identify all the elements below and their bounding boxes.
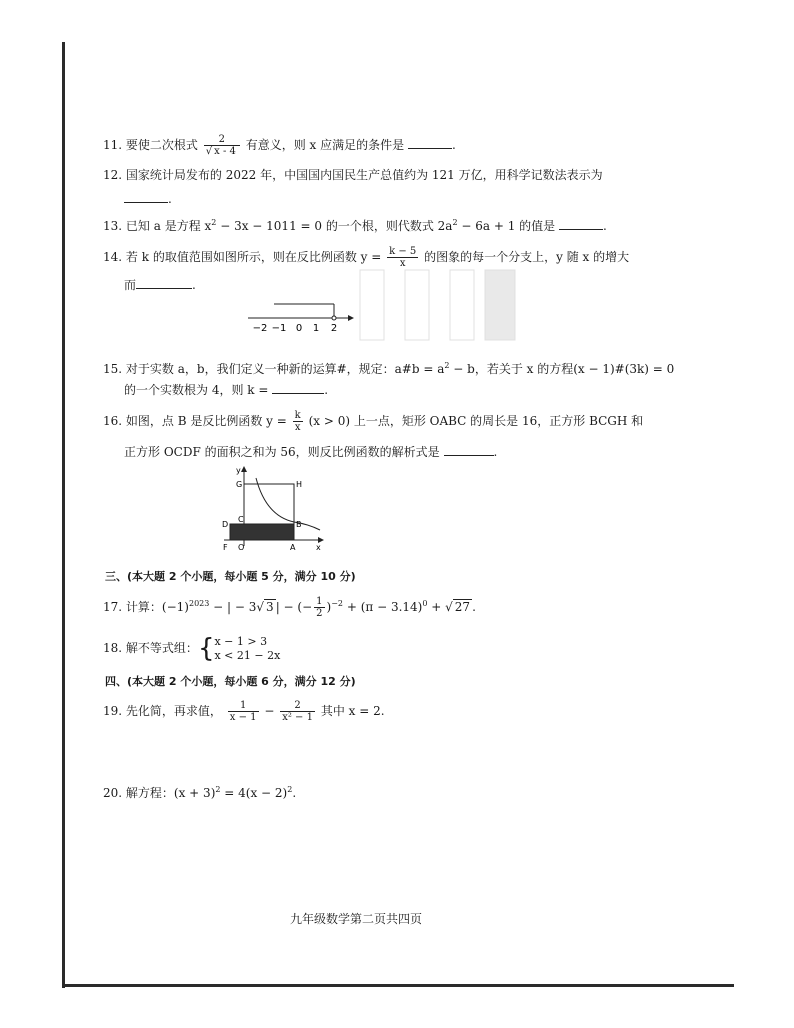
- question-number: 17.: [103, 600, 123, 614]
- svg-text:A: A: [290, 543, 296, 552]
- fraction: $\frac{2}{\text{x² − 1}}$: [282, 700, 313, 723]
- brace-symbol: {: [197, 633, 215, 664]
- question-number: 19.: [103, 704, 123, 718]
- answer-blank: [136, 276, 192, 289]
- inequality-system: x − 1 > 3 x < 21 − 2x: [214, 634, 281, 662]
- number-line-figure: [244, 296, 356, 336]
- fraction: $\frac{k - 5}{x}$: [389, 246, 417, 269]
- scan-border-left: [62, 42, 65, 988]
- question-20: 20. 解方程：$(x + 3)^2 = 4(x - 2)^2$.: [103, 785, 297, 800]
- svg-text:x: x: [316, 543, 321, 552]
- svg-text:G: G: [236, 480, 243, 489]
- answer-blank: [272, 381, 324, 394]
- question-number: 13.: [103, 219, 123, 233]
- tick-label: 2: [330, 323, 338, 334]
- question-number: 15.: [103, 362, 123, 376]
- question-number: 11.: [103, 138, 123, 152]
- svg-text:B: B: [296, 520, 302, 529]
- question-text: 要使二次根式: [125, 138, 198, 152]
- svg-text:F: F: [223, 543, 228, 552]
- question-number: 16.: [103, 414, 123, 428]
- question-15: 15. 对于实数 a，b，我们定义一种新的运算#，规定：a#b = $a^2 - b$，若关于 x 的方程(x − 1)#(3k) = 0: [103, 361, 675, 376]
- fraction: $\frac{1}{2}$: [316, 596, 323, 619]
- tick-label: −2: [252, 323, 268, 334]
- fraction: $\frac{k}{x}$: [294, 410, 301, 433]
- question-19: 19. 先化简，再求值， $\frac{1}{x - 1}$ − $\frac{2}{\text{x² − 1}}$ 其中 x = 2.: [103, 700, 385, 723]
- tick-label: 1: [312, 323, 320, 334]
- question-12-line2: .: [124, 190, 172, 207]
- section-3-heading: 三、(本大题 2 个小题，每小题 5 分，满分 10 分): [105, 570, 356, 583]
- svg-text:O: O: [238, 543, 245, 552]
- question-number: 14.: [103, 250, 123, 264]
- question-number: 18.: [103, 641, 123, 655]
- question-text: 有意义，则 x 应满足的条件是: [245, 138, 405, 152]
- question-14-line2: 而 .: [124, 278, 196, 292]
- question-11: 11. 要使二次根式 $\frac{2}{√ x - 4}$ 有意义，则 x 应满足的条件是 .: [103, 134, 456, 157]
- hyperbola-squares-figure: [218, 464, 328, 554]
- question-13: 13. 已知 a 是方程 $x^2 - 3x - 1011 = 0$ 的一个根，则代数式 $2a^2 - 6a + 1$ 的值是 .: [103, 218, 607, 233]
- question-12: [103, 167, 603, 183]
- question-16-line2: 正方形 OCDF 的面积之和为 56，则反比例函数的解析式是 .: [124, 445, 498, 459]
- svg-text:H: H: [296, 480, 303, 489]
- answer-blank: [559, 217, 603, 230]
- question-18: 18. 解不等式组：{ x − 1 > 3 x < 21 − 2x: [103, 633, 281, 664]
- answer-blank: [444, 443, 494, 456]
- fraction: $\frac{1}{x - 1}$: [229, 700, 257, 723]
- answer-blank: [124, 190, 168, 203]
- question-number: 12.: [103, 168, 123, 182]
- svg-text:y: y: [236, 466, 241, 475]
- section-4-heading: 四、(本大题 2 个小题，每小题 6 分，满分 12 分): [105, 675, 356, 688]
- show-through-marks: [350, 265, 550, 345]
- question-number: 20.: [103, 786, 123, 800]
- fraction: $\frac{2}{√ x - 4}$: [204, 134, 240, 157]
- tick-label: −1: [271, 323, 287, 334]
- tick-label: 0: [295, 323, 303, 334]
- svg-text:C: C: [238, 515, 244, 524]
- answer-blank: [408, 136, 452, 149]
- question-17: 17. 计算：$(-1)^{2023}$ − | − 3√ 3 | − (− $\frac{1}{2}$ )$^{-2} + (\pi - 3.14)^0$ + √ 27 .: [103, 596, 476, 619]
- question-16: 16. 如图，点 B 是反比例函数 y = $\frac{k}{x}$ (x > 0) 上一点，矩形 OABC 的周长是 16，正方形 BCGH 和: [103, 410, 644, 433]
- page-footer: 九年级数学第二页共四页: [290, 912, 423, 926]
- question-14: 14. 若 k 的取值范围如图所示，则在反比例函数 y = $\frac{k - 5}{x}$ 的图象的每一个分支上，y 随 x 的增大: [103, 246, 630, 269]
- question-text: 国家统计局发布的 2022 年，中国国内国民生产总值约为 121 万亿，用科学记数法表示为: [125, 168, 603, 182]
- scan-border-bottom: [62, 984, 734, 987]
- svg-text:D: D: [222, 520, 229, 529]
- question-15-line2: 的一个实数根为 4，则 k = .: [124, 383, 329, 397]
